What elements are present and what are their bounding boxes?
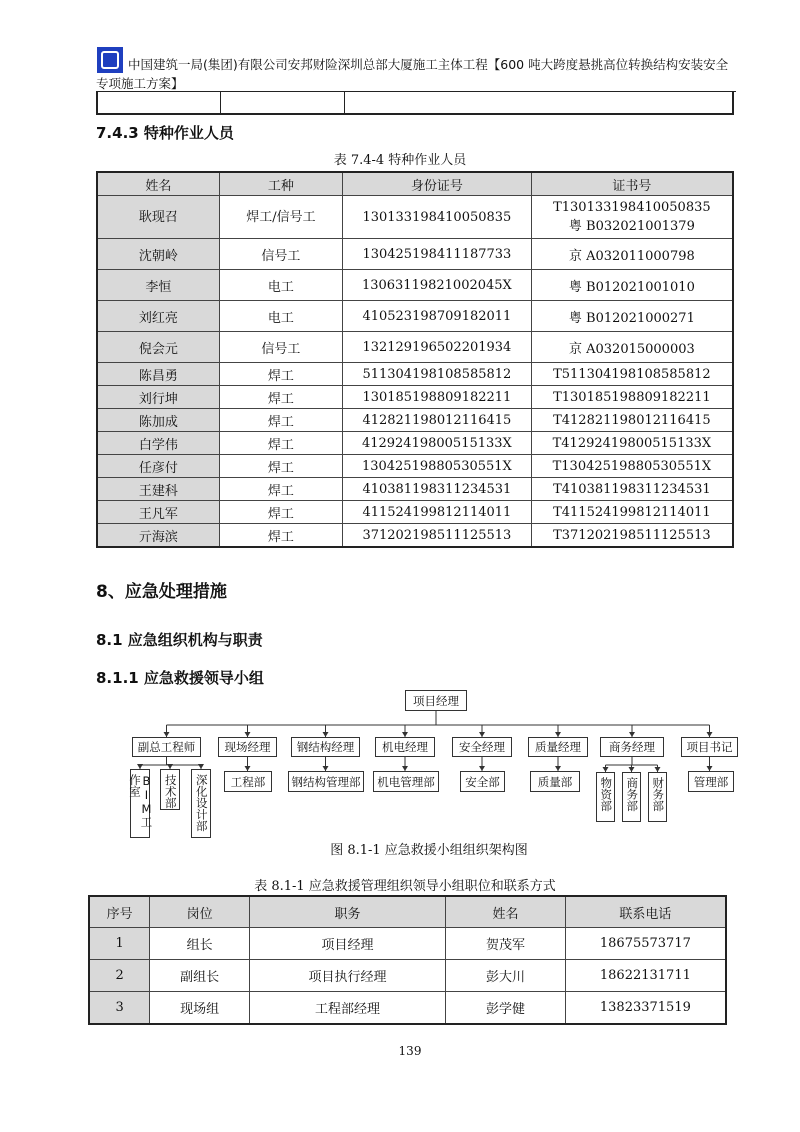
org-dept-box: 安全部 xyxy=(460,771,505,792)
worker-certificate: T130133198410050835 粤 B032021001379 xyxy=(531,196,733,239)
column-header: 职务 xyxy=(249,896,445,928)
row-index: 1 xyxy=(89,928,150,960)
contact-duty: 项目经理 xyxy=(249,928,445,960)
contact-position: 组长 xyxy=(150,928,250,960)
worker-trade: 焊工 xyxy=(219,386,342,409)
worker-certificate: T410381198311234531 xyxy=(531,478,733,501)
worker-certificate: T13042519880530551X xyxy=(531,455,733,478)
worker-id-number: 130425198411187733 xyxy=(343,239,532,270)
contact-position: 副组长 xyxy=(150,960,250,992)
worker-certificate: T412821198012116415 xyxy=(531,409,733,432)
contact-phone: 13823371519 xyxy=(565,992,726,1025)
worker-name: 沈朝岭 xyxy=(97,239,219,270)
column-header: 姓名 xyxy=(446,896,566,928)
contact-position: 现场组 xyxy=(150,992,250,1025)
org-branch-box: 质量经理 xyxy=(528,737,588,757)
worker-id-number: 41292419800515133X xyxy=(343,432,532,455)
column-header: 身份证号 xyxy=(343,172,532,196)
worker-certificate: T511304198108585812 xyxy=(531,363,733,386)
worker-name: 白学伟 xyxy=(97,432,219,455)
worker-certificate: T130185198809182211 xyxy=(531,386,733,409)
org-dept-box: 管理部 xyxy=(688,771,734,792)
worker-name: 任彦付 xyxy=(97,455,219,478)
org-dept-box: 质量部 xyxy=(530,771,580,792)
column-header: 证书号 xyxy=(531,172,733,196)
contact-duty: 工程部经理 xyxy=(249,992,445,1025)
worker-name: 刘行坤 xyxy=(97,386,219,409)
worker-id-number: 130185198809182211 xyxy=(343,386,532,409)
worker-id-number: 410381198311234531 xyxy=(343,478,532,501)
worker-id-number: 511304198108585812 xyxy=(343,363,532,386)
table-row xyxy=(89,928,726,960)
org-dept-box: 商务部 xyxy=(622,772,641,822)
worker-name: 倪会元 xyxy=(97,332,219,363)
org-dept-box: 深化设计部 xyxy=(191,769,211,838)
org-branch-box: 钢结构经理 xyxy=(291,737,360,757)
contact-name: 贺茂军 xyxy=(446,928,566,960)
contact-name: 彭学健 xyxy=(446,992,566,1025)
org-branch-box: 商务经理 xyxy=(600,737,664,757)
section-heading-8-1-1: 8.1.1 应急救援领导小组 xyxy=(96,669,264,687)
worker-trade: 焊工 xyxy=(219,524,342,548)
table-header-row xyxy=(89,896,726,928)
row-index: 2 xyxy=(89,960,150,992)
worker-trade: 电工 xyxy=(219,301,342,332)
worker-id-number: 130133198410050835 xyxy=(343,196,532,239)
org-dept-box: 物资部 xyxy=(596,772,615,822)
org-branch-box: 副总工程师 xyxy=(132,737,201,757)
worker-certificate: 粤 B012021000271 xyxy=(531,301,733,332)
table-caption-8-1-1: 表 8.1-1 应急救援管理组织领导小组职位和联系方式 xyxy=(254,879,556,894)
worker-id-number: 411524199812114011 xyxy=(343,501,532,524)
page-number: 139 xyxy=(398,1044,422,1058)
worker-trade: 焊工 xyxy=(219,409,342,432)
worker-name: 陈加成 xyxy=(97,409,219,432)
worker-name: 王建科 xyxy=(97,478,219,501)
worker-certificate: 粤 B012021001010 xyxy=(531,270,733,301)
worker-trade: 焊工/信号工 xyxy=(219,196,342,239)
page-header-text: 中国建筑一局(集团)有限公司安邦财险深圳总部大厦施工主体工程【600 吨大跨度悬挑高位转换结构安装安全专项施工方案】 xyxy=(96,57,729,91)
table-row xyxy=(89,960,726,992)
org-dept-box: BIM工作室 xyxy=(130,769,150,838)
worker-trade: 信号工 xyxy=(219,239,342,270)
column-header: 工种 xyxy=(219,172,342,196)
section-heading-7-4-3: 7.4.3 特种作业人员 xyxy=(96,124,234,142)
worker-trade: 焊工 xyxy=(219,455,342,478)
contact-phone: 18622131711 xyxy=(565,960,726,992)
org-dept-box: 技术部 xyxy=(160,769,180,810)
worker-certificate: T41292419800515133X xyxy=(531,432,733,455)
worker-id-number: 13042519880530551X xyxy=(343,455,532,478)
worker-id-number: 410523198709182011 xyxy=(343,301,532,332)
org-branch-box: 项目书记 xyxy=(681,737,738,757)
figure-caption: 图 8.1-1 应急救援小组组织架构图 xyxy=(330,843,528,858)
worker-name: 亓海滨 xyxy=(97,524,219,548)
worker-certificate: T411524199812114011 xyxy=(531,501,733,524)
worker-name: 陈昌勇 xyxy=(97,363,219,386)
org-root-box: 项目经理 xyxy=(405,690,467,711)
worker-certificate: T371202198511125513 xyxy=(531,524,733,548)
worker-name: 王凡军 xyxy=(97,501,219,524)
chapter-heading-8: 8、应急处理措施 xyxy=(96,582,227,602)
column-header: 姓名 xyxy=(97,172,219,196)
row-index: 3 xyxy=(89,992,150,1025)
worker-trade: 焊工 xyxy=(219,432,342,455)
contact-phone: 18675573717 xyxy=(565,928,726,960)
org-branch-box: 安全经理 xyxy=(452,737,512,757)
column-header: 岗位 xyxy=(150,896,250,928)
emergency-contacts-table xyxy=(88,895,727,1025)
worker-name: 耿现召 xyxy=(97,196,219,239)
section-heading-8-1: 8.1 应急组织机构与职责 xyxy=(96,631,263,649)
worker-trade: 信号工 xyxy=(219,332,342,363)
column-header: 联系电话 xyxy=(565,896,726,928)
org-dept-box: 财务部 xyxy=(648,772,667,822)
worker-id-number: 412821198012116415 xyxy=(343,409,532,432)
worker-trade: 焊工 xyxy=(219,478,342,501)
worker-certificate: 京 A032015000003 xyxy=(531,332,733,363)
worker-trade: 焊工 xyxy=(219,363,342,386)
contact-name: 彭大川 xyxy=(446,960,566,992)
org-dept-box: 工程部 xyxy=(224,771,272,792)
worker-name: 李恒 xyxy=(97,270,219,301)
table-row xyxy=(89,992,726,1025)
worker-trade: 电工 xyxy=(219,270,342,301)
column-header: 序号 xyxy=(89,896,150,928)
table-caption-7-4-4: 表 7.4-4 特种作业人员 xyxy=(333,153,467,168)
worker-id-number: 371202198511125513 xyxy=(343,524,532,548)
org-dept-box: 机电管理部 xyxy=(373,771,439,792)
worker-certificate: 京 A032011000798 xyxy=(531,239,733,270)
worker-name: 刘红亮 xyxy=(97,301,219,332)
org-branch-box: 机电经理 xyxy=(375,737,435,757)
contact-duty: 项目执行经理 xyxy=(249,960,445,992)
worker-trade: 焊工 xyxy=(219,501,342,524)
org-branch-box: 现场经理 xyxy=(218,737,277,757)
org-dept-box: 钢结构管理部 xyxy=(288,771,364,792)
worker-id-number: 13063119821002045X xyxy=(343,270,532,301)
worker-id-number: 132129196502201934 xyxy=(343,332,532,363)
